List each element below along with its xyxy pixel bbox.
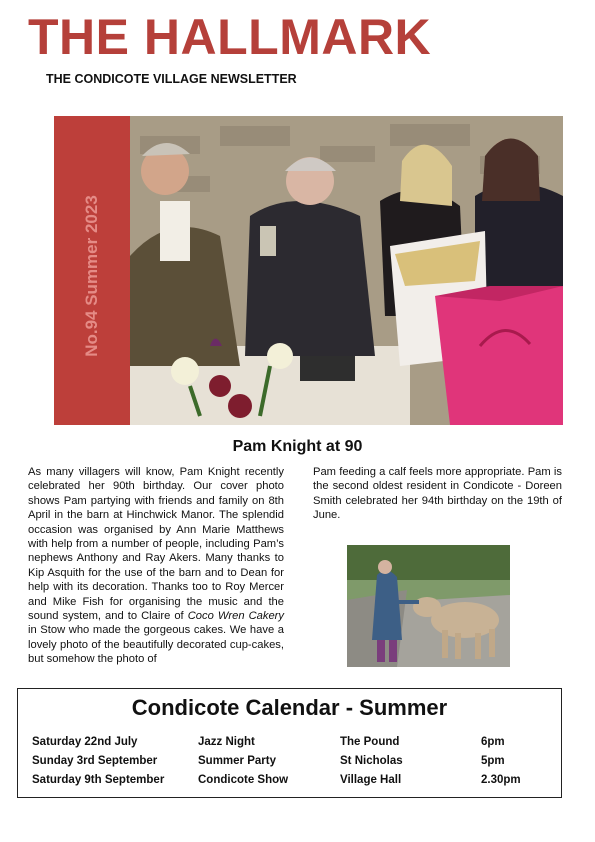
event-date: Sunday 3rd September <box>32 755 158 767</box>
calendar-row <box>18 774 561 792</box>
issue-band <box>54 116 130 425</box>
article-headline: Pam Knight at 90 <box>232 438 363 455</box>
calendar-row <box>18 736 561 754</box>
event-time: 6pm <box>481 736 505 748</box>
event-name: Jazz Night <box>198 736 255 748</box>
party-photo <box>130 116 563 425</box>
newsletter-title: THE HALLMARK <box>28 9 432 65</box>
event-venue: Village Hall <box>340 774 402 786</box>
cover-photo <box>54 116 563 425</box>
event-date: Saturday 9th September <box>32 774 165 786</box>
calendar-box <box>17 688 562 798</box>
article-column-1 <box>28 465 284 667</box>
calf-photo <box>347 545 510 667</box>
event-time: 5pm <box>481 755 505 767</box>
article-text-part-2: in Stow who made the gorgeous cakes. We have a lovely photo of the beautifully decorated cup-cakes, but somehow the photo of <box>28 624 284 666</box>
bakery-name: Coco Wren Cakery <box>187 610 285 623</box>
article-text-part-1: As many villagers will know, Pam Knight recently celebrated her 90th birthday. Our cover photo shows Pam partying with friends and family on 8th April in the barn at Hinchwick Manor. The splendid occasion was organised by Ann Marie Matthews with help from a number of people, including Pam’s nephews Anthony and Ray Akers. Many thanks to Kip Asquith for the use of the barn and to Dean for help with its decoration. Thanks too to Roy Mercer and Mike Fish for organising the music and the sound system, and to Claire of <box>28 466 284 623</box>
event-venue: St Nicholas <box>340 755 403 767</box>
calendar-row <box>18 755 561 773</box>
event-time: 2.30pm <box>481 774 521 786</box>
issue-label: No.94 Summer 2023 <box>82 195 101 357</box>
event-name: Condicote Show <box>198 774 289 786</box>
calf-photo-image <box>347 545 510 667</box>
article-text-col-2: Pam feeding a calf feels more appropriate. Pam is the second oldest resident in Condicote - Doreen Smith celebrated her 94th birthday on the 19th of June. <box>313 466 562 522</box>
event-date: Saturday 22nd July <box>32 736 138 748</box>
article-column-2 <box>313 465 562 523</box>
event-venue: The Pound <box>340 736 400 748</box>
newsletter-subtitle: THE CONDICOTE VILLAGE NEWSLETTER <box>46 72 297 86</box>
calendar-title: Condicote Calendar - Summer <box>131 695 448 720</box>
event-name: Summer Party <box>198 755 276 767</box>
